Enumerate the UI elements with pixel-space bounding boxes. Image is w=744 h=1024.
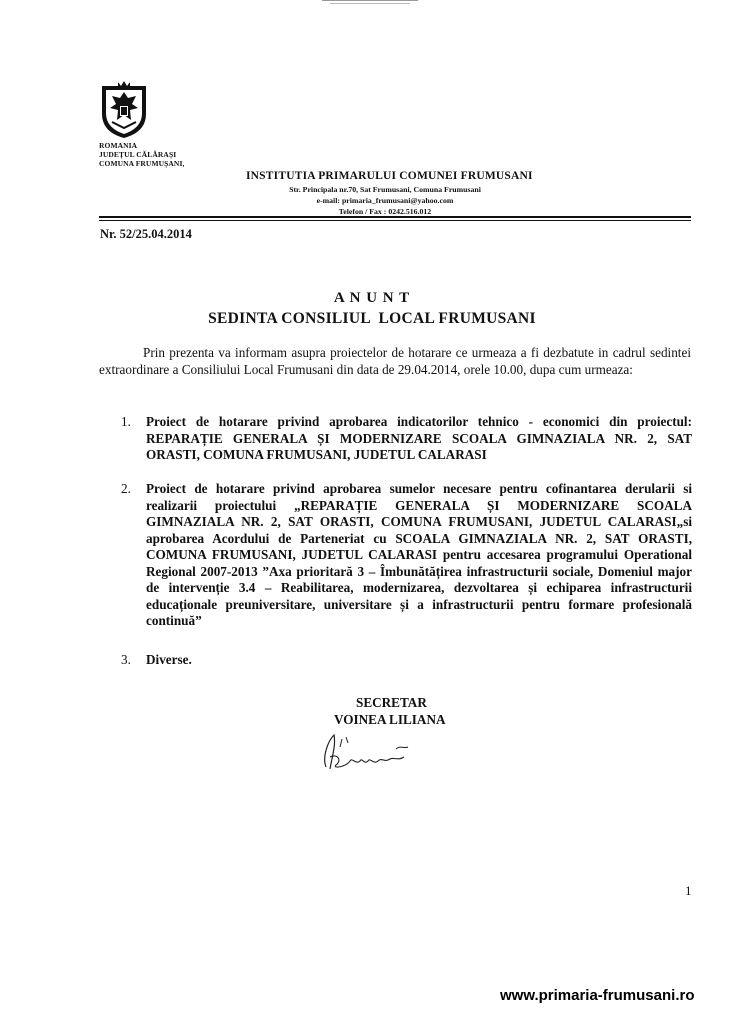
institution-phone: Telefon / Fax : 0242.516.012	[338, 207, 432, 216]
left-header-line: COMUNA FRUMUȘANI,	[99, 159, 185, 169]
left-header	[99, 141, 184, 169]
registration-number: Nr. 52/25.04.2014	[100, 227, 192, 241]
coat-of-arms-icon	[98, 80, 150, 140]
agenda-item: Diverse.	[146, 652, 192, 667]
top-scan-line	[330, 3, 410, 4]
agenda-item: Proiect de hotarare privind aprobarea sumelor necesare pentru cofinantarea derularii si realizarii proiectului „REPARAȚIE GENERALA ȘI MODERNIZARE SCOALA GIMNAZIALA NR. 2, SAT ORASTI, COMUNA FRUMUSANI, JUDETUL CALARASI„si aprobarea Acordului de Parteneriat cu SCOALA GIMNAZIALA NR. 2, SAT ORASTI, COMUNA FRUMUSANI, JUDETUL CALARASI pentru accesarea programului Operational Regional 2007-2013 ”Axa prioritară 3 – Îmbunătățirea infrastructurii sociale, Domeniul major de intervenție 3.4 – Reabilitarea, modernizarea, dezvoltarea și echiparea infrastructurii educaționale preuniversitare, universitare și a infrastructurii pentru formare profesională continuă”	[146, 481, 692, 628]
document-subtitle: SEDINTA CONSILIUL LOCAL FRUMUSANI	[208, 310, 536, 327]
left-header-line: ROMANIA	[99, 141, 138, 150]
institution-email: e-mail: primaria_frumusani@yahoo.com	[316, 196, 454, 205]
left-header-line: JUDEȚUL CĂLĂRAȘI	[99, 150, 177, 160]
institution-address: Str. Principala nr.70, Sat Frumusani, Comuna Frumusani	[289, 185, 481, 194]
top-scan-line	[322, 0, 418, 1]
intro-paragraph: Prin prezenta va informam asupra proiectelor de hotarare ce urmeaza a fi dezbatute in cadrul sedintei extraordinare a Consiliului Local Frumusani din data de 29.04.2014, orele 10.00, dupa cum urmeaza:	[99, 345, 691, 377]
item-number: 2.	[121, 481, 131, 496]
handwritten-signature	[312, 727, 412, 775]
signatory-role: SECRETAR	[356, 695, 427, 710]
header-divider	[99, 220, 691, 221]
institution-title: INSTITUTIA PRIMARULUI COMUNEI FRUMUSANI	[246, 170, 533, 182]
agenda-item: Proiect de hotarare privind aprobarea indicatorilor tehnico - economici din proiectul: REPARAȚIE GENERALA ȘI MODERNIZARE SCOALA GIMNAZIALA NR. 2, SAT ORASTI, COMUNA FRUMUSANI, JUDETUL CALARASI	[146, 414, 692, 462]
document-title: A N U N T	[333, 290, 411, 306]
website-link[interactable]: www.primaria-frumusani.ro	[500, 987, 695, 1004]
item-number: 3.	[121, 652, 131, 667]
page-number: 1	[685, 883, 692, 898]
header-divider	[99, 216, 691, 218]
signatory-name: VOINEA LILIANA	[334, 712, 446, 727]
item-number: 1.	[121, 414, 131, 429]
